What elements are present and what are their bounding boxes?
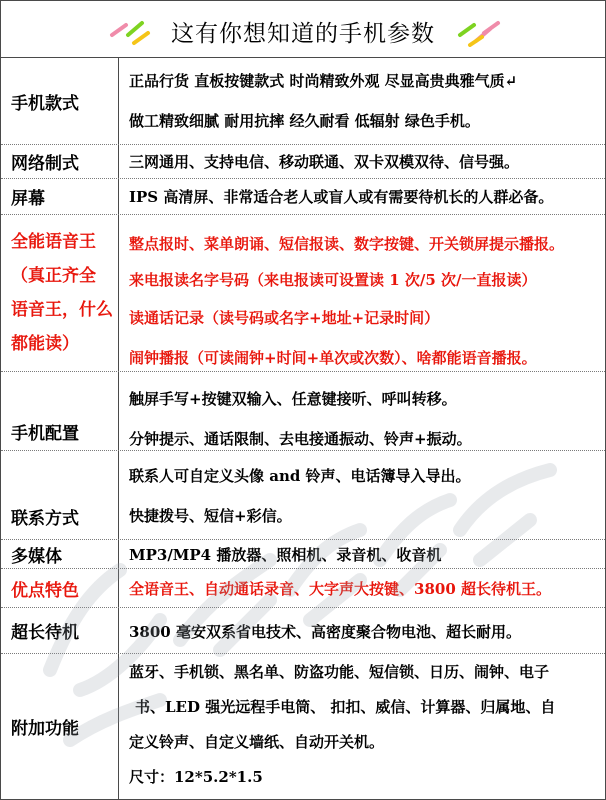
row-line: 分钟提示、通话限制、去电接通振动、铃声+振动。 <box>129 430 472 448</box>
spec-row-standby <box>1 608 605 654</box>
label-line: （真正齐全 <box>11 266 96 286</box>
spec-row-config <box>1 372 605 451</box>
spec-row-contact <box>1 451 605 540</box>
row-content <box>129 654 601 799</box>
row-content <box>129 451 601 539</box>
label-line: 都能读） <box>11 334 79 354</box>
row-label: 屏幕 <box>1 179 119 214</box>
row-label: 联系方式 <box>1 451 119 539</box>
decoration-strokes-icon <box>456 19 516 47</box>
row-line: 蓝牙、手机锁、黑名单、防盗功能、短信锁、日历、闹钟、电子 <box>129 663 550 681</box>
row-line: 全语音王、自动通话录音、大字声大按键、3800 超长待机王。 <box>129 580 551 598</box>
row-content <box>129 372 601 450</box>
row-label: 手机配置 <box>1 372 119 450</box>
spec-row-style <box>1 58 605 145</box>
spec-row-voice <box>1 215 605 372</box>
row-content <box>129 608 601 653</box>
row-content <box>129 540 601 568</box>
row-label: 附加功能 <box>1 654 119 799</box>
row-line: 联系人可自定义头像 and 铃声、电话簿导入导出。 <box>129 467 471 485</box>
row-content <box>129 215 601 371</box>
spec-row-features <box>1 569 605 608</box>
spec-row-media <box>1 540 605 569</box>
row-line: 来电报读名字号码（来电报读可设置读 1 次/5 次/一直报读） <box>129 271 537 289</box>
label-line: 全能语音王 <box>11 232 96 252</box>
label-line: 语音王，什么 <box>11 300 113 320</box>
spec-row-extra <box>1 654 605 799</box>
row-line: 定义铃声、自定义墙纸、自动开关机。 <box>129 733 385 751</box>
page-title: 这有你想知道的手机参数 <box>171 21 435 47</box>
spec-row-network <box>1 145 605 179</box>
row-label <box>1 215 119 371</box>
row-label: 优点特色 <box>1 569 119 607</box>
row-content <box>129 145 601 178</box>
row-content <box>129 179 601 214</box>
row-line: 整点报时、菜单朗诵、短信报读、数字按键、开关锁屏提示播报。 <box>129 235 565 253</box>
row-line: 正品行货 直板按键款式 时尚精致外观 尽显高贵典雅气质↵ <box>129 72 518 90</box>
row-content <box>129 569 601 607</box>
row-line: 三网通用、支持电信、移动联通、双卡双模双待、信号强。 <box>129 153 520 171</box>
row-line: 触屏手写+按键双输入、任意键接听、呼叫转移。 <box>129 390 457 408</box>
row-line: 快捷拨号、短信+彩信。 <box>129 507 292 525</box>
row-label: 网络制式 <box>1 145 119 178</box>
row-line: IPS 高清屏、非常适合老人或盲人或有需要待机长的人群必备。 <box>129 188 554 206</box>
title-row <box>1 1 605 58</box>
row-content <box>129 58 601 144</box>
row-line: 读通话记录（读号码或名字+地址+记录时间） <box>129 309 440 327</box>
row-label: 手机款式 <box>1 58 119 144</box>
row-line: MP3/MP4 播放器、照相机、录音机、收音机 <box>129 546 442 564</box>
row-label: 多媒体 <box>1 540 119 568</box>
row-label: 超长待机 <box>1 608 119 653</box>
row-line: 书、LED 强光远程手电筒、 扣扣、威信、计算器、归属地、自 <box>135 698 556 716</box>
row-line: 3800 毫安双系省电技术、高密度聚合物电池、超长耐用。 <box>129 623 521 641</box>
row-line: 做工精致细腻 耐用抗摔 经久耐看 低辐射 绿色手机。 <box>129 112 480 130</box>
row-line: 尺寸：12*5.2*1.5 <box>129 768 263 786</box>
spec-row-screen <box>1 179 605 215</box>
row-line: 闹钟播报（可读闹钟+时间+单次或次数）、啥都能语音播报。 <box>129 349 537 367</box>
